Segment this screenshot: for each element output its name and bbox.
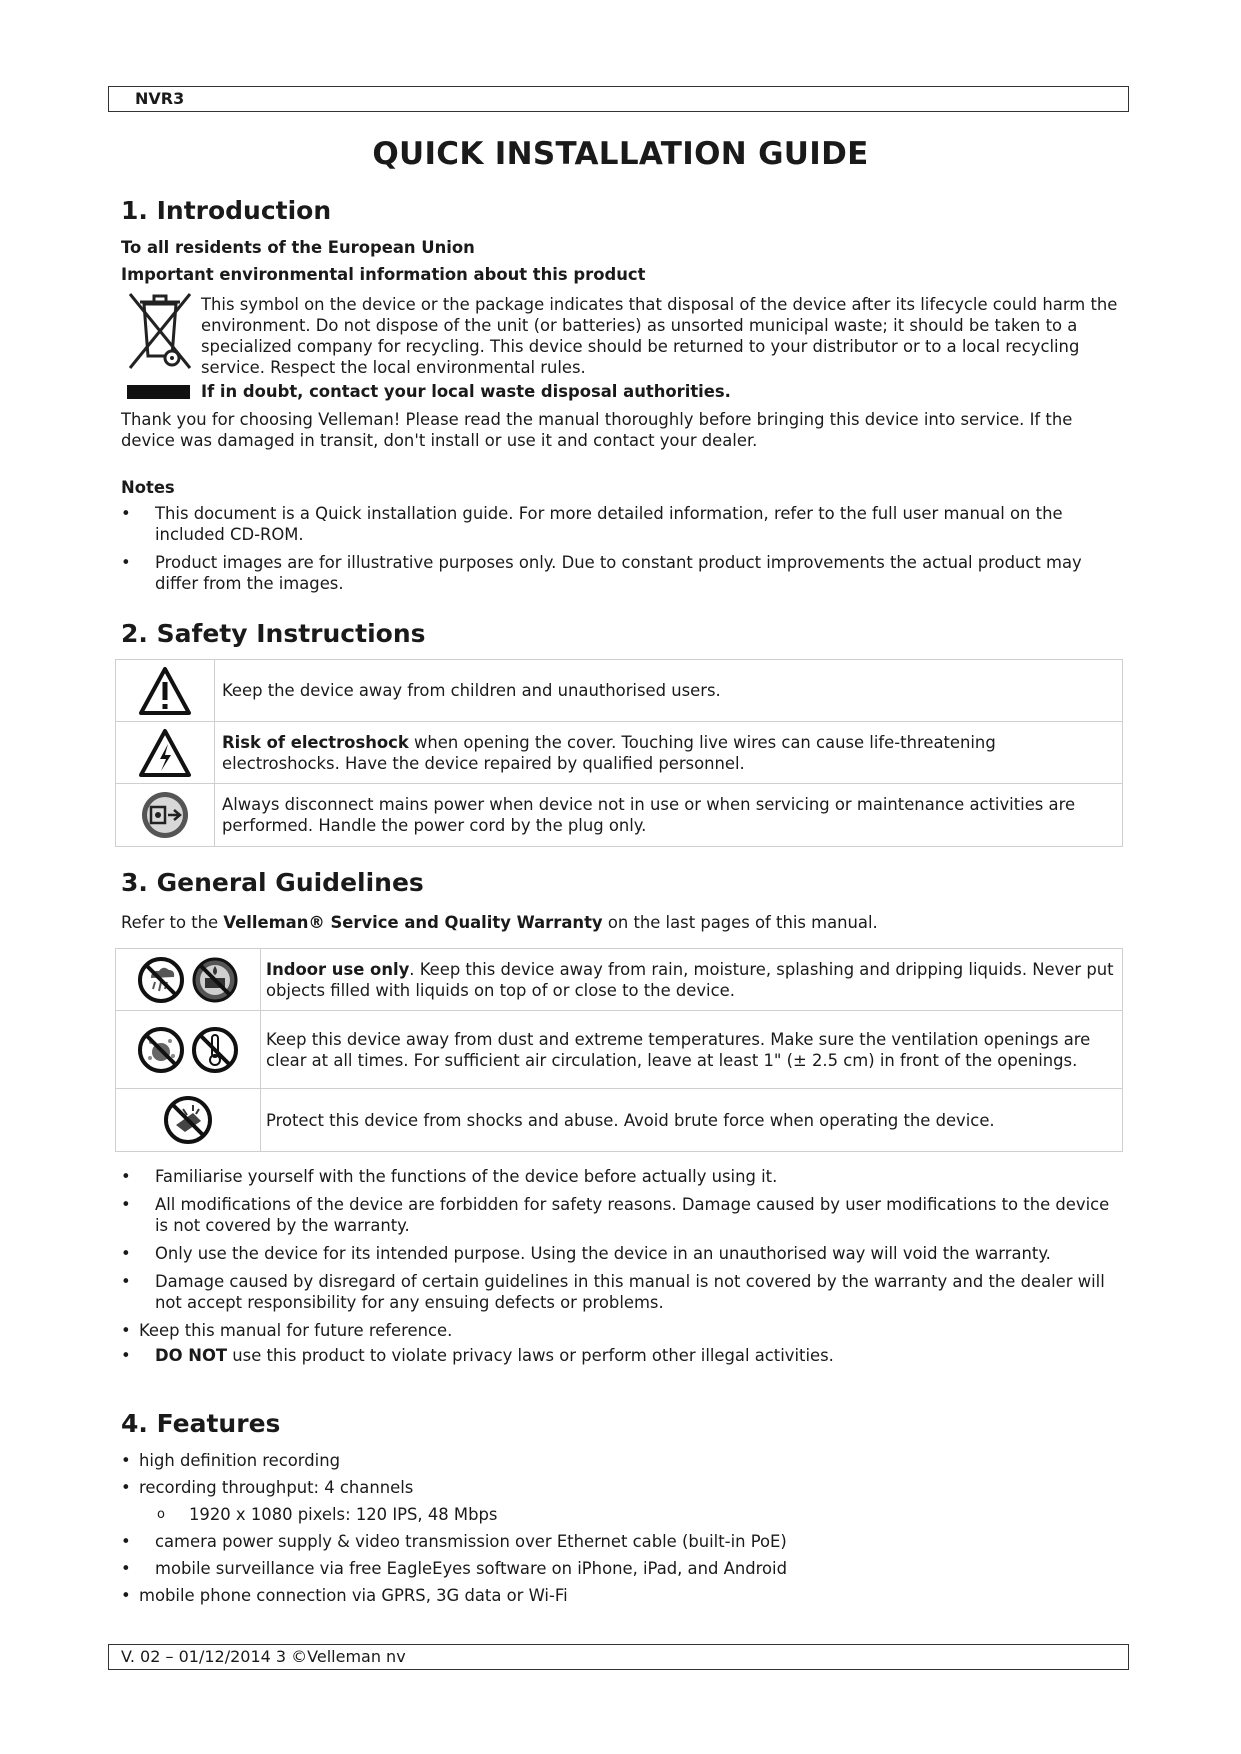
weee-text: This symbol on the device or the package indicates that disposal of the device after its lifecycle could harm the environment. Do not dispose of the unit (or batteries) as unsorted municipal waste; it should be taken to a specialized company for recycling. This device should be returned to your distributor or to a local recycling service. Respect the local environmental rules.: [201, 295, 1118, 377]
list-item: • Familiarise yourself with the functions of the device before actually using it.: [121, 1166, 1121, 1187]
footer-box: [108, 1644, 1129, 1670]
guideline-text-1: . Keep this device away from rain, moisture, splashing and dripping liquids. Never put objects filled with liquids on top of or close to the device.: [266, 959, 1114, 1000]
table-row: [116, 949, 1122, 1011]
donot-bold: DO NOT: [155, 1346, 228, 1365]
no-dust-icon: [137, 1026, 185, 1074]
black-bar: [127, 385, 190, 399]
thanks-text: Thank you for choosing Velleman! Please read the manual thoroughly before bringing this device into service. If the device was damaged in transit, don't install or use it and contact your dealer.: [121, 410, 1073, 450]
list-item: • camera power supply & video transmission over Ethernet cable (built-in PoE): [121, 1531, 1121, 1552]
list-item: • This document is a Quick installation guide. For more detailed information, refer to the full user manual on the included CD-ROM.: [121, 503, 1121, 545]
notes-list: [121, 503, 1121, 594]
no-rain-icon: [137, 956, 185, 1004]
env-heading: Important environmental information about this product: [121, 265, 646, 284]
warranty-bold: Velleman® Service and Quality Warranty: [223, 913, 603, 932]
table-row: [116, 1089, 1122, 1151]
warranty-ref: Refer to the Velleman® Service and Quality Warranty on the last pages of this manual.: [121, 913, 878, 932]
list-item: • All modifications of the device are forbidden for safety reasons. Damage caused by user modifications to the device is not covered by the warranty.: [121, 1194, 1121, 1236]
eu-heading: To all residents of the European Union: [121, 238, 475, 257]
safety-text-1: Keep the device away from children and unauthorised users.: [222, 681, 721, 700]
header-box: [108, 86, 1129, 112]
table-row: [116, 722, 1122, 784]
list-item: • Only use the device for its intended purpose. Using the device in an unauthorised way will void the warranty.: [121, 1243, 1121, 1264]
safety-table: [115, 659, 1123, 847]
list-item: • high definition recording: [121, 1450, 1121, 1471]
guideline-text-2: Keep this device away from dust and extreme temperatures. Make sure the ventilation openings are clear at all times. For sufficient air circulation, leave at least 1" (± 2.5 cm) in front of the openings.: [266, 1029, 1091, 1070]
guidelines-list: [121, 1166, 1121, 1366]
footer-text: V. 02 – 01/12/2014 3 ©Velleman nv: [121, 1647, 406, 1666]
list-item: • Damage caused by disregard of certain guidelines in this manual is not covered by the warranty and the dealer will not accept responsibility for any ensuing defects or problems.: [121, 1271, 1121, 1313]
guidelines-table: [115, 948, 1123, 1152]
no-shocks-icon: [163, 1095, 213, 1145]
no-extreme-temperature-icon: [191, 1026, 239, 1074]
doubt-text: If in doubt, contact your local waste disposal authorities.: [201, 382, 731, 401]
list-item: • Product images are for illustrative purposes only. Due to constant product improvements the actual product may differ from the images.: [121, 552, 1121, 594]
weee-bin-icon: [122, 290, 198, 372]
no-liquids-icon: [191, 956, 239, 1004]
list-item: • mobile surveillance via free EagleEyes software on iPhone, iPad, and Android: [121, 1558, 1121, 1579]
table-row: [116, 1011, 1122, 1089]
indoor-bold: Indoor use only: [266, 959, 410, 979]
disconnect-plug-icon: [140, 790, 190, 840]
warning-triangle-icon: [138, 666, 192, 716]
list-item: o 1920 x 1080 pixels: 120 IPS, 48 Mbps: [121, 1504, 1121, 1525]
section-heading-guidelines: 3. General Guidelines: [121, 868, 424, 897]
safety-text-3: Always disconnect mains power when device not in use or when servicing or maintenance activities are performed. Handle the power cord by the plug only.: [222, 795, 1076, 835]
list-item: • mobile phone connection via GPRS, 3G data or Wi-Fi: [121, 1585, 1121, 1606]
section-heading-safety: 2. Safety Instructions: [121, 619, 426, 648]
table-row: [116, 784, 1122, 846]
safety-text-2: when opening the cover. Touching live wires can cause life-threatening electroshocks. Have the device repaired by qualified personnel.: [222, 732, 996, 773]
list-item: • DO NOT use this product to violate privacy laws or perform other illegal activities.: [121, 1345, 1121, 1366]
risk-bold: Risk of electroshock: [222, 732, 409, 752]
model-name: NVR3: [135, 89, 185, 108]
features-list: [121, 1450, 1121, 1606]
electroshock-triangle-icon: [138, 728, 192, 778]
page-title: QUICK INSTALLATION GUIDE: [372, 136, 869, 172]
guideline-text-3: Protect this device from shocks and abuse. Avoid brute force when operating the device.: [266, 1110, 995, 1130]
section-heading-introduction: 1. Introduction: [121, 196, 332, 225]
section-heading-features: 4. Features: [121, 1409, 281, 1438]
list-item: • Keep this manual for future reference.: [121, 1320, 1121, 1341]
notes-heading: Notes: [121, 478, 175, 497]
list-item: • recording throughput: 4 channels: [121, 1477, 1121, 1498]
table-row: [116, 660, 1122, 722]
